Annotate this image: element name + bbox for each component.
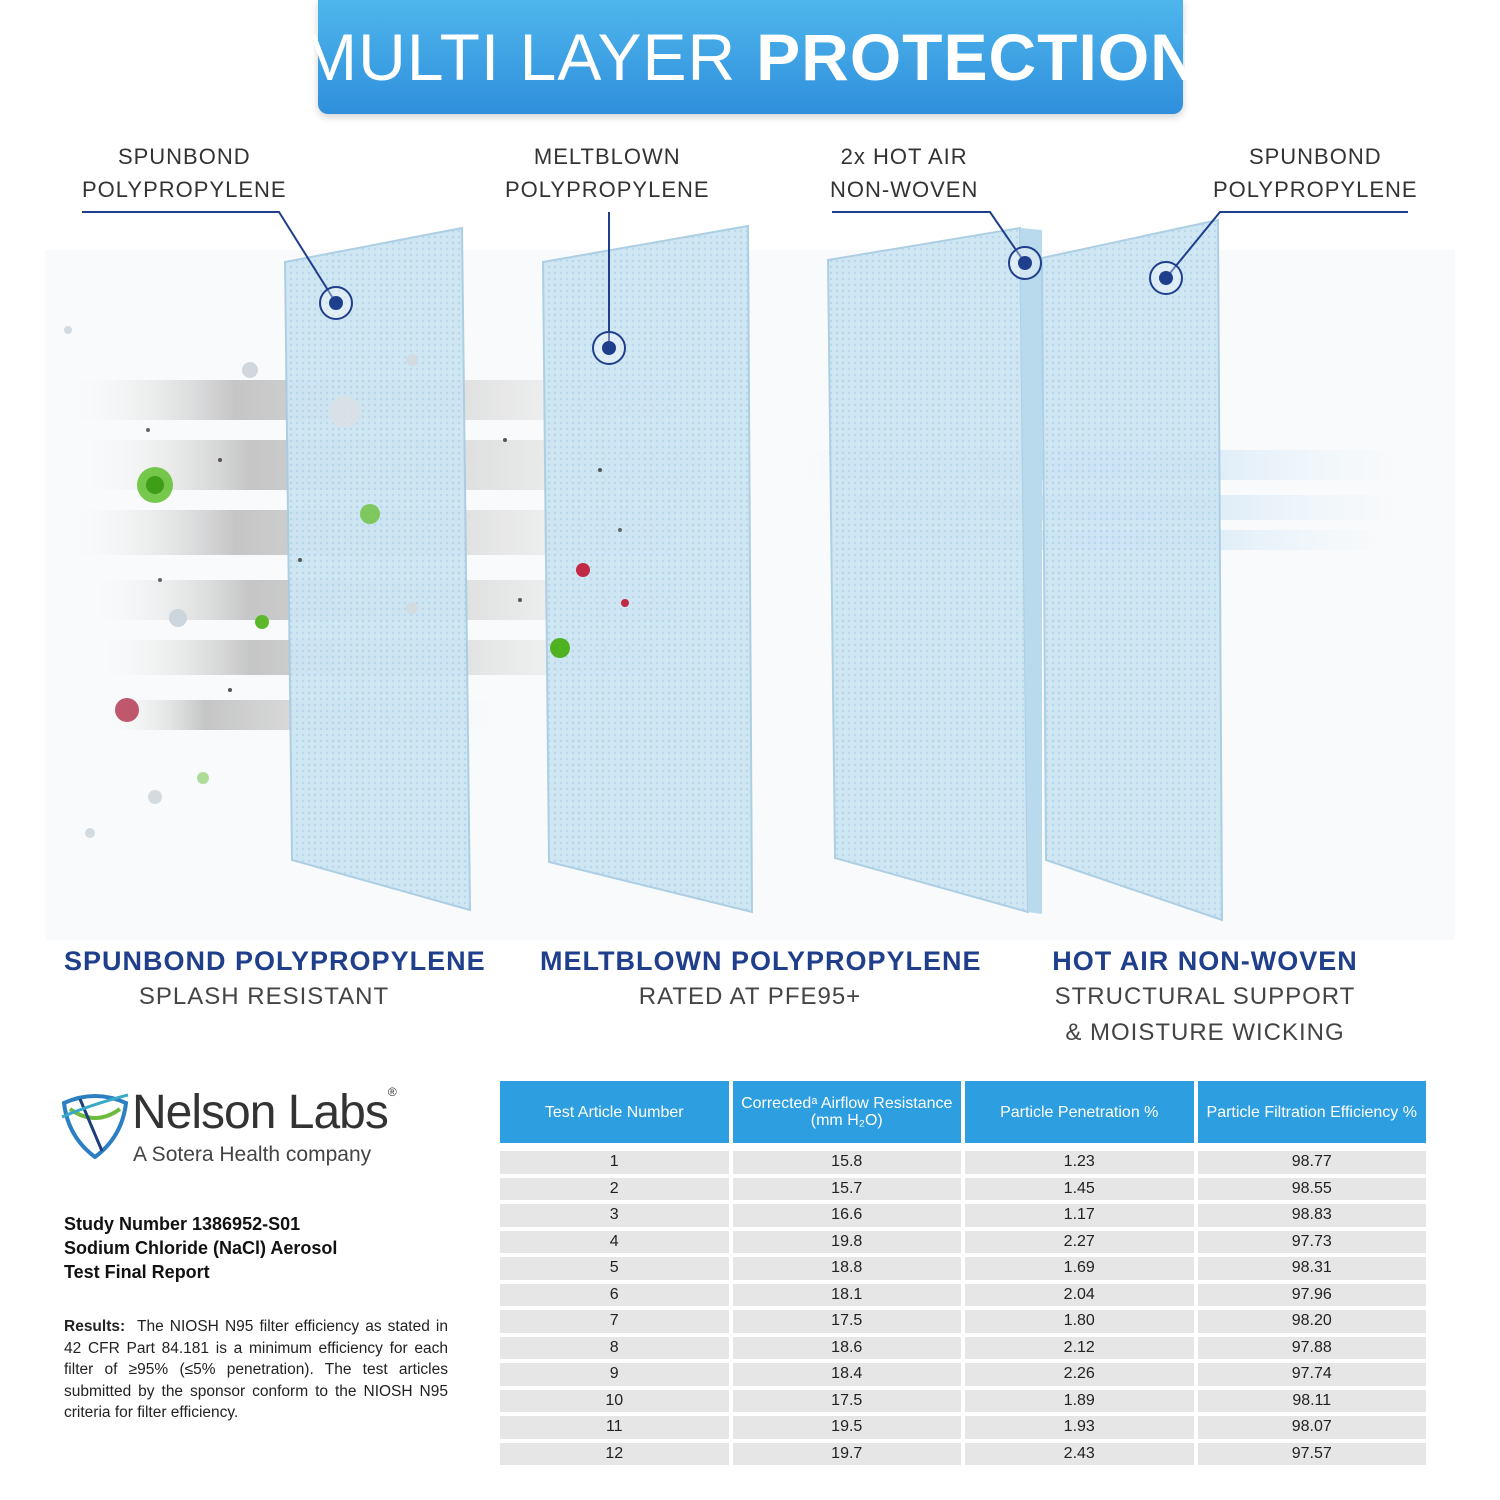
layer-label-3-line2: NON-WOVEN xyxy=(830,177,979,202)
layer-label-1-line1: SPUNBOND xyxy=(117,144,251,169)
description-spunbond-title: SPUNBOND POLYPROPYLENE xyxy=(64,946,486,976)
cell-efficiency: 98.83 xyxy=(1198,1204,1427,1227)
cell-article: 3 xyxy=(500,1204,729,1227)
table-header-row xyxy=(500,1081,1426,1143)
cell-efficiency: 97.73 xyxy=(1198,1231,1427,1254)
cell-penetration: 2.43 xyxy=(965,1443,1194,1466)
table-row xyxy=(500,1284,1426,1307)
cell-penetration: 1.23 xyxy=(965,1151,1194,1174)
cell-airflow: 16.6 xyxy=(733,1204,962,1227)
layer-label-1-line2: POLYPROPYLENE xyxy=(82,177,287,202)
cell-efficiency: 97.74 xyxy=(1198,1363,1427,1386)
cell-article: 12 xyxy=(500,1443,729,1466)
study-report-type: Test Final Report xyxy=(64,1262,210,1282)
table-row xyxy=(500,1178,1426,1201)
cell-efficiency: 98.20 xyxy=(1198,1310,1427,1333)
results-label: Results: xyxy=(64,1318,126,1335)
cell-efficiency: 98.11 xyxy=(1198,1390,1427,1413)
test-results-table xyxy=(500,1081,1426,1469)
nelson-labs-name: Nelson Labs® xyxy=(132,1085,396,1139)
cell-article: 6 xyxy=(500,1284,729,1307)
description-spunbond xyxy=(64,943,486,1015)
fabric-layer-3 xyxy=(828,228,1042,914)
nelson-labs-logo xyxy=(60,1085,400,1175)
cell-airflow: 18.1 xyxy=(733,1284,962,1307)
table-header-airflow-resistance: Correctedᵃ Airflow Resistance (mm H₂O) xyxy=(733,1081,962,1143)
cell-penetration: 1.80 xyxy=(965,1310,1194,1333)
cell-airflow: 15.8 xyxy=(733,1151,962,1174)
table-body xyxy=(500,1151,1426,1465)
cell-article: 1 xyxy=(500,1151,729,1174)
cell-penetration: 1.17 xyxy=(965,1204,1194,1227)
cell-efficiency: 98.31 xyxy=(1198,1257,1427,1280)
cell-article: 8 xyxy=(500,1337,729,1360)
study-test-name: Sodium Chloride (NaCl) Aerosol xyxy=(64,1238,338,1258)
cell-efficiency: 98.77 xyxy=(1198,1151,1427,1174)
description-meltblown-line1: RATED AT PFE95+ xyxy=(638,983,862,1010)
table-row xyxy=(500,1337,1426,1360)
nelson-labs-shield-icon xyxy=(60,1087,130,1159)
cell-penetration: 2.26 xyxy=(965,1363,1194,1386)
study-number: Study Number 1386952-S01 xyxy=(64,1214,301,1234)
cell-airflow: 19.8 xyxy=(733,1231,962,1254)
table-row xyxy=(500,1363,1426,1386)
banner-title-light: MULTI LAYER xyxy=(302,20,737,94)
cell-article: 10 xyxy=(500,1390,729,1413)
cell-penetration: 2.04 xyxy=(965,1284,1194,1307)
results-paragraph xyxy=(64,1316,448,1424)
cell-article: 9 xyxy=(500,1363,729,1386)
cell-efficiency: 97.88 xyxy=(1198,1337,1427,1360)
cell-penetration: 2.27 xyxy=(965,1231,1194,1254)
cell-airflow: 18.4 xyxy=(733,1363,962,1386)
cell-airflow: 17.5 xyxy=(733,1390,962,1413)
fabric-layer-1 xyxy=(285,228,470,910)
table-row xyxy=(500,1443,1426,1466)
table-header-test-article: Test Article Number xyxy=(500,1081,729,1143)
table-row xyxy=(500,1204,1426,1227)
header-banner xyxy=(302,0,1199,114)
table-row xyxy=(500,1416,1426,1439)
cell-airflow: 18.8 xyxy=(733,1257,962,1280)
cell-article: 2 xyxy=(500,1178,729,1201)
cell-airflow: 19.7 xyxy=(733,1443,962,1466)
cell-airflow: 17.5 xyxy=(733,1310,962,1333)
results-text: The NIOSH N95 filter efficiency as stated in 42 CFR Part 84.181 is a minimum efficiency for each filter of ≥95% (≤5% penetration). The test articles submitted by the sponsor conform to the NIOSH N95 criteria for filter efficiency. xyxy=(64,1318,448,1421)
layer-label-4-line1: SPUNBOND xyxy=(1248,144,1382,169)
layers-svg xyxy=(0,120,1500,940)
description-hot-air-line2: & MOISTURE WICKING xyxy=(1065,1019,1345,1046)
description-hot-air-title: HOT AIR NON-WOVEN xyxy=(1052,946,1358,976)
cell-efficiency: 98.07 xyxy=(1198,1416,1427,1439)
table-row xyxy=(500,1151,1426,1174)
table-header-particle-penetration: Particle Penetration % xyxy=(965,1081,1194,1143)
mask-layers-illustration xyxy=(0,120,1500,940)
table-row xyxy=(500,1390,1426,1413)
description-meltblown-title: MELTBLOWN POLYPROPYLENE xyxy=(540,946,982,976)
table-header-filtration-efficiency: Particle Filtration Efficiency % xyxy=(1198,1081,1427,1143)
fabric-layer-4 xyxy=(1042,220,1222,920)
cell-efficiency: 97.96 xyxy=(1198,1284,1427,1307)
description-meltblown xyxy=(540,943,982,1015)
table-row xyxy=(500,1231,1426,1254)
cell-penetration: 1.89 xyxy=(965,1390,1194,1413)
layer-label-3-line1: 2x HOT AIR xyxy=(840,144,968,169)
table-row xyxy=(500,1257,1426,1280)
layer-label-4-line2: POLYPROPYLENE xyxy=(1213,177,1418,202)
description-hot-air-line1: STRUCTURAL SUPPORT xyxy=(1054,983,1356,1010)
cell-penetration: 1.93 xyxy=(965,1416,1194,1439)
study-info xyxy=(64,1212,337,1284)
description-spunbond-line1: SPLASH RESISTANT xyxy=(138,983,390,1010)
fabric-layer-2 xyxy=(543,226,752,912)
description-hot-air xyxy=(1030,943,1380,1051)
cell-penetration: 2.12 xyxy=(965,1337,1194,1360)
banner-title-bold: PROTECTION xyxy=(756,20,1199,94)
cell-article: 11 xyxy=(500,1416,729,1439)
cell-efficiency: 97.57 xyxy=(1198,1443,1427,1466)
cell-article: 4 xyxy=(500,1231,729,1254)
cell-penetration: 1.69 xyxy=(965,1257,1194,1280)
cell-airflow: 18.6 xyxy=(733,1337,962,1360)
layer-label-2-line2: POLYPROPYLENE xyxy=(505,177,710,202)
cell-airflow: 19.5 xyxy=(733,1416,962,1439)
cell-airflow: 15.7 xyxy=(733,1178,962,1201)
cell-efficiency: 98.55 xyxy=(1198,1178,1427,1201)
table-row xyxy=(500,1310,1426,1333)
layer-label-2-line1: MELTBLOWN xyxy=(533,144,681,169)
cell-article: 5 xyxy=(500,1257,729,1280)
nelson-labs-tagline: A Sotera Health company xyxy=(133,1143,372,1166)
cell-penetration: 1.45 xyxy=(965,1178,1194,1201)
cell-article: 7 xyxy=(500,1310,729,1333)
